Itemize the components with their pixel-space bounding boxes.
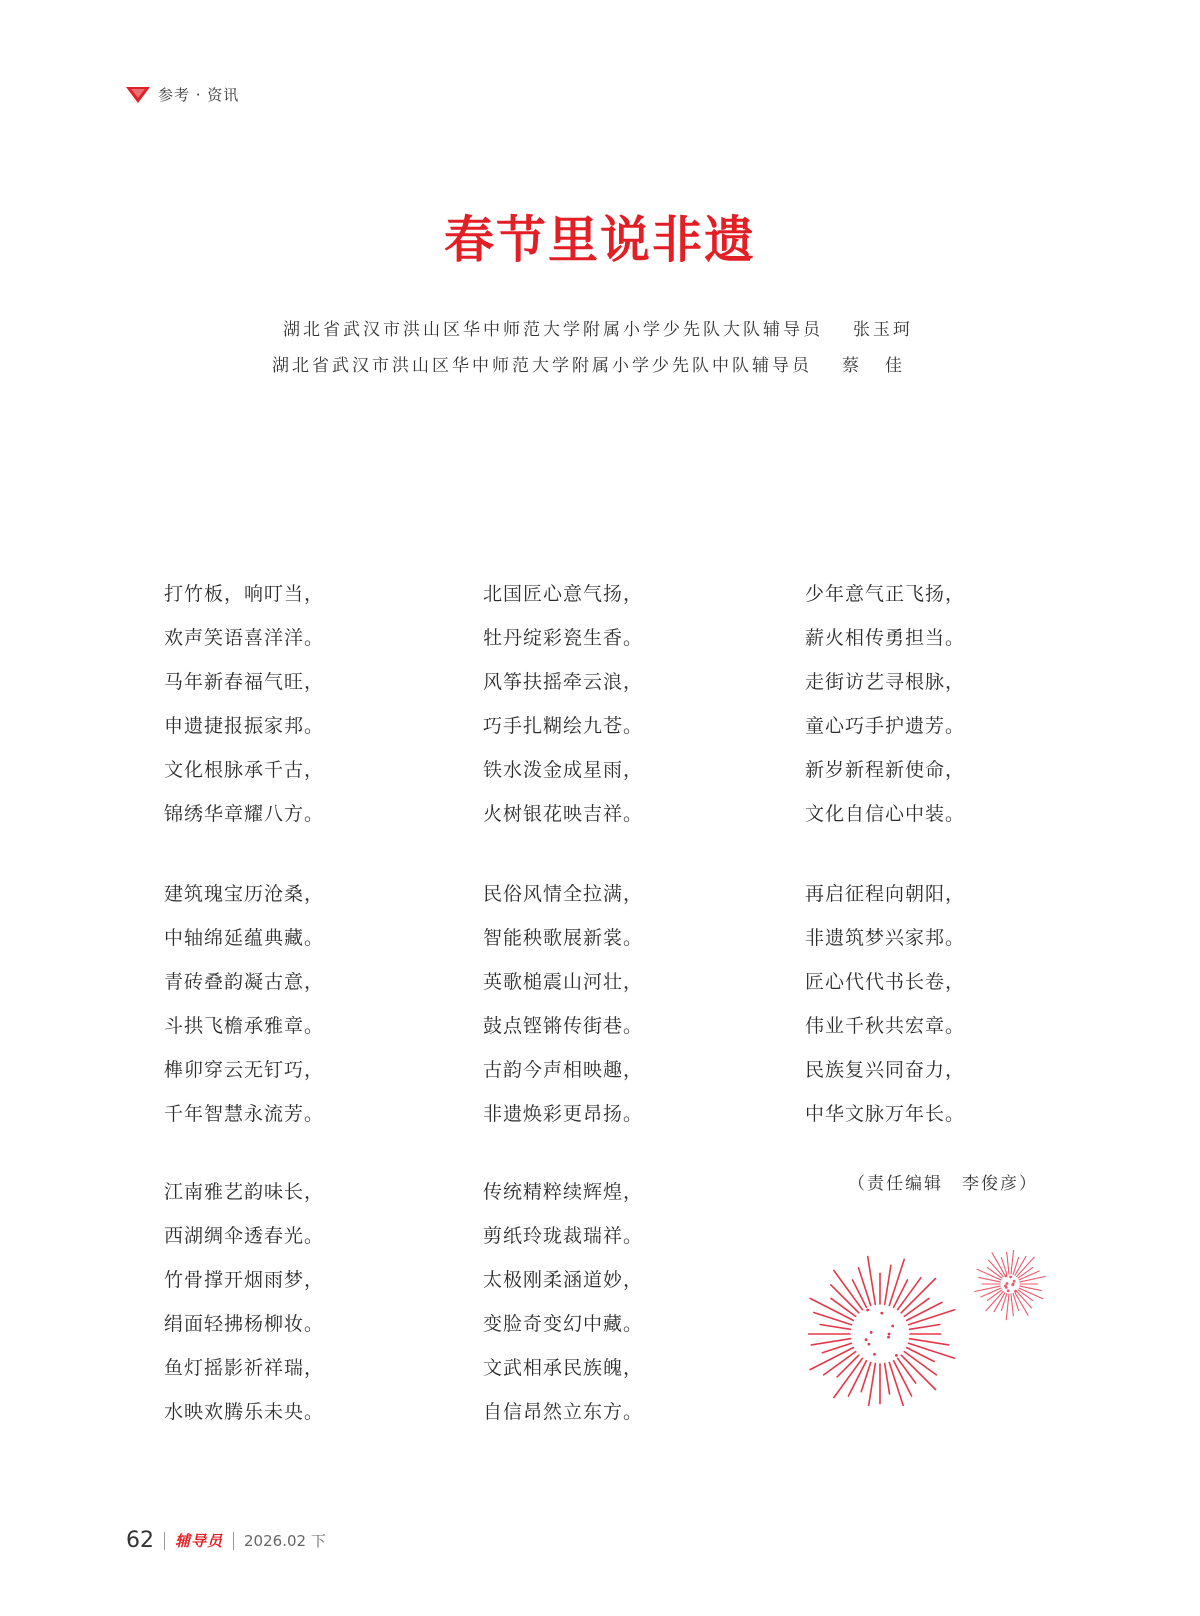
- author-block: [0, 312, 1200, 384]
- poem-line: 榫卯穿云无钉巧，: [164, 1059, 325, 1081]
- poem-stanza-5: [483, 872, 643, 1136]
- poem-line: 中轴绵延蕴典藏。: [164, 927, 325, 949]
- poem-line: 中华文脉万年长。: [805, 1103, 966, 1125]
- page-number: 62: [126, 1528, 154, 1553]
- author-line-1: [0, 312, 1200, 348]
- author-name: 蔡佳: [842, 356, 928, 376]
- footer-divider: [164, 1532, 165, 1550]
- poem-line: 青砖叠韵凝古意，: [164, 971, 325, 993]
- magazine-logo: 辅导员: [175, 1532, 224, 1550]
- poem-line: 鼓点铿锵传街巷。: [483, 1015, 644, 1037]
- poem-line: 鱼灯摇影祈祥瑞，: [164, 1357, 325, 1379]
- author-affiliation: 湖北省武汉市洪山区华中师范大学附属小学少先队大队辅导员: [283, 320, 823, 340]
- poem-line: 斗拱飞檐承雅章。: [164, 1015, 325, 1037]
- footer-divider: [233, 1532, 234, 1550]
- poem-line: 申遗捷报振家邦。: [164, 715, 325, 737]
- poem-line: 薪火相传勇担当。: [805, 627, 966, 649]
- poem-line: 打竹板，响叮当，: [164, 583, 325, 605]
- poem-line: 牡丹绽彩瓷生香。: [483, 627, 644, 649]
- poem-stanza-4: [164, 872, 324, 1136]
- section-header: [126, 84, 239, 105]
- poem-line: 千年智慧永流芳。: [164, 1103, 325, 1125]
- editor-note: （责任编辑 李俊彦）: [848, 1174, 1038, 1194]
- red-chevron-icon: [126, 87, 150, 103]
- poem-line: 竹骨撑开烟雨梦，: [164, 1269, 325, 1291]
- poem-line: 北国匠心意气扬，: [483, 583, 644, 605]
- poem-line: 非遗筑梦兴家邦。: [805, 927, 966, 949]
- page-title: 春节里说非遗: [444, 211, 756, 269]
- poem-line: 剪纸玲珑裁瑞祥。: [483, 1225, 644, 1247]
- poem-line: 绢面轻拂杨柳妆。: [164, 1313, 325, 1335]
- poem-line: 火树银花映吉祥。: [483, 803, 644, 825]
- poem-line: 古韵今声相映趣，: [483, 1059, 644, 1081]
- poem-line: 文武相承民族魄，: [483, 1357, 644, 1379]
- poem-line: 民俗风情全拉满，: [483, 883, 644, 905]
- poem-line: 匠心代代书长卷，: [805, 971, 966, 993]
- poem-line: 巧手扎糊绘九苍。: [483, 715, 644, 737]
- page-footer: [126, 1528, 326, 1553]
- poem-line: 新岁新程新使命，: [805, 759, 966, 781]
- poem-line: 铁水泼金成星雨，: [483, 759, 644, 781]
- poem-stanza-8: [483, 1170, 643, 1434]
- poem-stanza-2: [483, 572, 643, 836]
- poem-stanza-6: [805, 872, 965, 1136]
- poem-line: 民族复兴同奋力，: [805, 1059, 966, 1081]
- issue-label: 2026.02 下: [244, 1532, 326, 1550]
- poem-line: 建筑瑰宝历沧桑，: [164, 883, 325, 905]
- author-line-2: [0, 348, 1200, 384]
- poem-line: 英歌槌震山河壮，: [483, 971, 644, 993]
- poem-line: 智能秧歌展新裳。: [483, 927, 644, 949]
- poem-line: 少年意气正飞扬，: [805, 583, 966, 605]
- poem-line: 马年新春福气旺，: [164, 671, 325, 693]
- poem-line: 传统精粹续辉煌，: [483, 1181, 644, 1203]
- poem-line: 非遗焕彩更昂扬。: [483, 1103, 644, 1125]
- poem-line: 伟业千秋共宏章。: [805, 1015, 966, 1037]
- poem-line: 童心巧手护遗芳。: [805, 715, 966, 737]
- poem-line: 走街访艺寻根脉，: [805, 671, 966, 693]
- poem-line: 风筝扶摇牵云浪，: [483, 671, 644, 693]
- author-affiliation: 湖北省武汉市洪山区华中师范大学附属小学少先队中队辅导员: [272, 356, 812, 376]
- poem-line: 变脸奇变幻中藏。: [483, 1313, 644, 1335]
- poem-stanza-3: [805, 572, 965, 836]
- poem-stanza-7: [164, 1170, 324, 1434]
- poem-line: 水映欢腾乐未央。: [164, 1401, 325, 1423]
- poem-line: 欢声笑语喜洋洋。: [164, 627, 325, 649]
- section-label: 参考 · 资讯: [158, 86, 240, 104]
- poem-line: 太极刚柔涵道妙，: [483, 1269, 644, 1291]
- poem-line: 自信昂然立东方。: [483, 1401, 644, 1423]
- poem-line: 西湖绸伞透春光。: [164, 1225, 325, 1247]
- fireworks-small-icon: [972, 1250, 1052, 1330]
- poem-line: 文化自信心中装。: [805, 803, 966, 825]
- poem-stanza-1: [164, 572, 324, 836]
- fireworks-large-icon: [808, 1250, 964, 1406]
- poem-line: 锦绣华章耀八方。: [164, 803, 325, 825]
- poem-line: 再启征程向朝阳，: [805, 883, 966, 905]
- poem-line: 文化根脉承千古，: [164, 759, 325, 781]
- poem-line: 江南雅艺韵味长，: [164, 1181, 325, 1203]
- author-name: 张玉珂: [853, 320, 913, 340]
